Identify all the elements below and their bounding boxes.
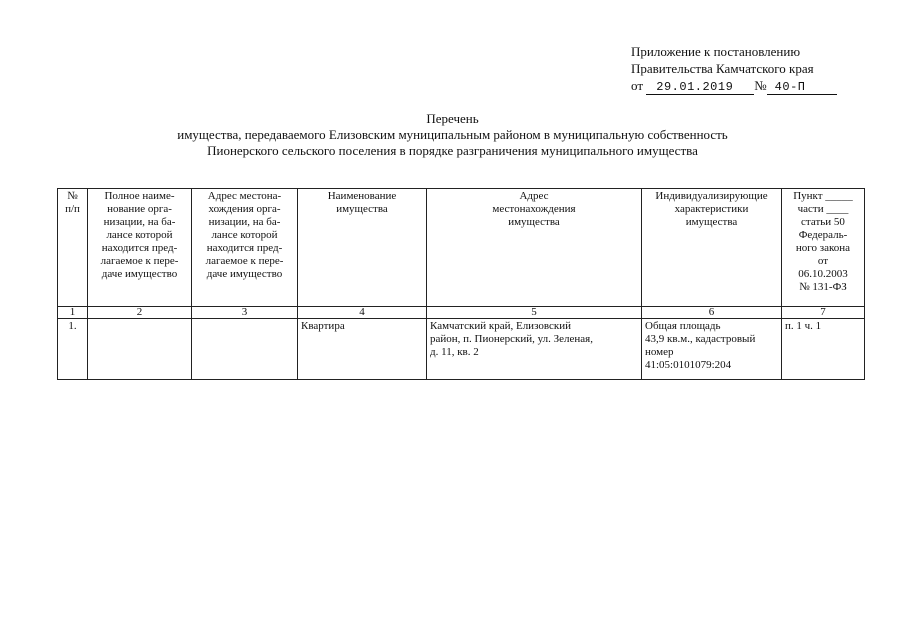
table-header-row bbox=[58, 189, 865, 307]
row-number: 1. bbox=[58, 319, 88, 380]
header-text-line: Индивидуализирующие bbox=[655, 190, 768, 202]
column-number: 2 bbox=[88, 307, 192, 319]
header-text-line: 06.10.2003 bbox=[798, 268, 848, 280]
header-col-2 bbox=[88, 189, 192, 307]
cell-text-line: 43,9 кв.м., кадастровый bbox=[645, 333, 756, 345]
header-text-line: Полное наиме- bbox=[104, 190, 175, 202]
column-number: 3 bbox=[192, 307, 298, 319]
organization-address bbox=[192, 319, 298, 380]
column-number: 5 bbox=[427, 307, 642, 319]
header-col-4 bbox=[298, 189, 427, 307]
table-row bbox=[58, 319, 865, 380]
property-name: Квартира bbox=[298, 319, 427, 380]
header-text-line: лансе которой bbox=[106, 229, 173, 241]
header-text-line: лагаемое к пере- bbox=[100, 255, 179, 267]
header-text-line: Адрес bbox=[519, 190, 549, 202]
header-col-5 bbox=[427, 189, 642, 307]
header-text-line: находится пред- bbox=[101, 242, 178, 254]
header-col-1 bbox=[58, 189, 88, 307]
property-list-table bbox=[57, 188, 865, 380]
appendix-header bbox=[631, 43, 837, 95]
resolution-date: 29.01.2019 bbox=[646, 80, 754, 95]
column-number: 4 bbox=[298, 307, 427, 319]
title-line-1: Перечень bbox=[426, 111, 479, 126]
header-text-line: нование орга- bbox=[107, 203, 172, 215]
header-text-line: лансе которой bbox=[211, 229, 278, 241]
organization-name bbox=[88, 319, 192, 380]
header-text-line: части ____ bbox=[797, 203, 849, 215]
appendix-line-2: Правительства Камчатского края bbox=[631, 61, 814, 76]
header-text-line: даче имущество bbox=[206, 268, 283, 280]
header-text-line: Пункт _____ bbox=[793, 190, 853, 202]
header-col-6 bbox=[642, 189, 782, 307]
property-characteristics bbox=[642, 319, 782, 380]
document-title bbox=[0, 111, 905, 159]
header-col-3 bbox=[192, 189, 298, 307]
header-text-line: Наименование bbox=[327, 190, 397, 202]
header-text-line: от bbox=[817, 255, 829, 267]
column-number: 7 bbox=[782, 307, 865, 319]
header-text-line: статьи 50 bbox=[801, 216, 845, 228]
header-text-line: характеристики bbox=[674, 203, 749, 215]
column-number: 6 bbox=[642, 307, 782, 319]
header-text-line: хождения орга- bbox=[208, 203, 281, 215]
law-item: п. 1 ч. 1 bbox=[782, 319, 865, 380]
cell-text-line: 41:05:0101079:204 bbox=[645, 359, 732, 371]
header-text-line: п/п bbox=[65, 203, 80, 215]
header-text-line: имущества bbox=[336, 203, 388, 215]
header-text-line: № 131-ФЗ bbox=[799, 281, 847, 293]
header-text-line: Адрес местона- bbox=[207, 190, 282, 202]
header-text-line: даче имущество bbox=[101, 268, 178, 280]
header-col-7 bbox=[782, 189, 865, 307]
cell-text-line: Камчатский край, Елизовский bbox=[430, 320, 571, 332]
title-line-2: имущества, передаваемого Елизовским муниципальным районом в муниципальную собственность bbox=[177, 127, 728, 142]
from-label: от bbox=[631, 78, 644, 93]
resolution-number: 40-П bbox=[767, 80, 837, 95]
appendix-line-1: Приложение к постановлению bbox=[631, 44, 801, 59]
header-text-line: находится пред- bbox=[206, 242, 283, 254]
cell-text-line: д. 11, кв. 2 bbox=[430, 346, 479, 358]
column-number-row bbox=[58, 307, 865, 319]
header-text-line: имущества bbox=[685, 216, 738, 228]
header-text-line: Федераль- bbox=[798, 229, 848, 241]
number-sign: № bbox=[754, 78, 767, 93]
column-number: 1 bbox=[58, 307, 88, 319]
header-text-line: № bbox=[67, 190, 78, 202]
header-text-line: ного закона bbox=[795, 242, 851, 254]
header-text-line: лагаемое к пере- bbox=[205, 255, 284, 267]
cell-text-line: номер bbox=[645, 346, 674, 358]
header-text-line: низации, на ба- bbox=[208, 216, 281, 228]
cell-text-line: Общая площадь bbox=[645, 320, 721, 332]
appendix-signature-line bbox=[631, 77, 837, 95]
title-line-3: Пионерского сельского поселения в порядке разграничения муниципального имущества bbox=[207, 143, 698, 158]
header-text-line: местонахождения bbox=[492, 203, 576, 215]
property-address bbox=[427, 319, 642, 380]
header-text-line: низации, на ба- bbox=[103, 216, 176, 228]
cell-text-line: район, п. Пионерский, ул. Зеленая, bbox=[430, 333, 593, 345]
header-text-line: имущества bbox=[508, 216, 560, 228]
